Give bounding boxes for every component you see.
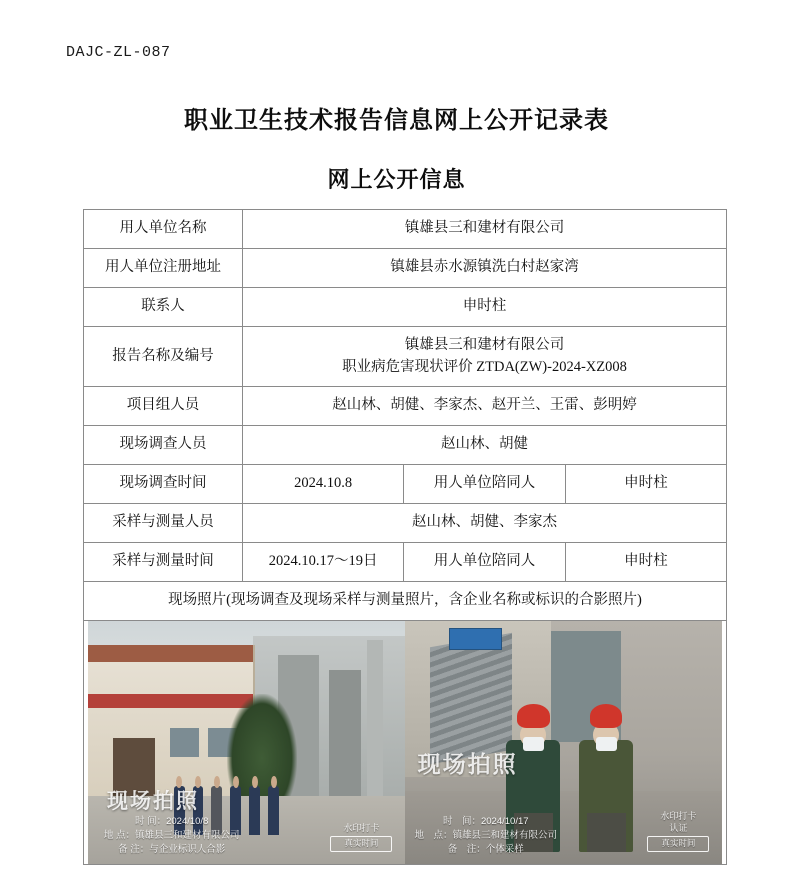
watermark-time-left: 时 间：2024/10/8 xyxy=(134,816,209,828)
row-value: 赵山林、胡健、李家杰、赵开兰、王雷、彭明婷 xyxy=(243,387,727,426)
watermark-badge-sub-left: 真实时间 xyxy=(330,836,392,851)
row-label: 项目组人员 xyxy=(84,387,243,426)
photos-cell xyxy=(84,621,727,865)
photo-roof xyxy=(88,645,253,662)
report-name-line: 镇雄县三和建材有限公司 xyxy=(404,336,565,353)
row-value: 镇雄县三和建材有限公司 xyxy=(243,210,727,249)
watermark-badge-right xyxy=(647,810,709,852)
row-label: 用人单位注册地址 xyxy=(84,249,243,288)
row-label: 采样与测量时间 xyxy=(84,543,243,582)
safety-helmet-icon xyxy=(590,704,622,728)
page-title: 职业卫生技术报告信息网上公开记录表 xyxy=(184,108,609,134)
safety-helmet-icon xyxy=(517,704,549,728)
row-label: 报告名称及编号 xyxy=(84,327,243,387)
photos-row xyxy=(84,621,727,865)
table-row xyxy=(84,249,727,288)
row-label: 联系人 xyxy=(84,288,243,327)
photo-worker xyxy=(579,701,633,852)
watermark-badge-sub-right: 真实时间 xyxy=(647,836,709,851)
row-value: 赵山林、胡健、李家杰 xyxy=(243,504,727,543)
row-label-secondary: 用人单位陪同人 xyxy=(404,465,565,504)
row-value: 2024.10.8 xyxy=(243,465,404,504)
row-label: 现场调查时间 xyxy=(84,465,243,504)
table-row xyxy=(84,210,727,249)
watermark-badge-title-right: 水印打卡 xyxy=(660,811,697,822)
row-label: 采样与测量人员 xyxy=(84,504,243,543)
photo-caption: 现场照片(现场调查及现场采样与测量照片，含企业名称或标识的合影照片) xyxy=(84,582,727,621)
table-row xyxy=(84,288,727,327)
photo-chimney xyxy=(367,640,383,796)
table-row xyxy=(84,543,727,582)
watermark-badge-left xyxy=(330,822,392,852)
watermark-place-left: 地 点：镇雄县三和建材有限公司 xyxy=(103,830,240,842)
info-table xyxy=(83,209,727,865)
row-label: 现场调查人员 xyxy=(84,426,243,465)
table-row xyxy=(84,426,727,465)
watermark-note-left: 备 注：与企业标识人合影 xyxy=(118,843,226,855)
table-row xyxy=(84,465,727,504)
watermark-time-right: 时 间：2024/10/17 xyxy=(442,816,529,828)
page-subtitle: 网上公开信息 xyxy=(327,167,466,192)
photo-window xyxy=(170,728,199,757)
watermark-badge-title-left: 水印打卡 xyxy=(343,823,380,834)
watermark-title-left: 现场拍照 xyxy=(107,790,200,814)
watermark-place-right: 地 点：镇雄县三和建材有限公司 xyxy=(414,830,558,842)
table-row xyxy=(84,504,727,543)
watermark-title-right: 现场拍照 xyxy=(417,750,518,777)
watermark-note-right: 备 注：个体采样 xyxy=(447,843,524,855)
row-label-secondary: 用人单位陪同人 xyxy=(404,543,565,582)
photo-gallery xyxy=(88,621,722,864)
document-code: DAJC-ZL-087 xyxy=(66,44,171,61)
watermark-details-right xyxy=(415,815,558,856)
report-number-line: 职业病危害现状评价 ZTDA(ZW)-2024-XZ008 xyxy=(342,358,627,375)
photo-blue-sign xyxy=(449,628,502,649)
row-value: 申时柱 xyxy=(243,288,727,327)
photo-caption-row xyxy=(84,582,727,621)
photo-silo-secondary xyxy=(329,670,361,796)
table-row xyxy=(84,327,727,387)
row-value xyxy=(243,327,727,387)
row-label: 用人单位名称 xyxy=(84,210,243,249)
watermark-details-left xyxy=(104,815,240,856)
row-value: 赵山林、胡健 xyxy=(243,426,727,465)
personal-sampling-photo xyxy=(405,621,722,864)
photo-stairs xyxy=(430,633,512,764)
table-row xyxy=(84,387,727,426)
site-survey-photo xyxy=(88,621,405,864)
row-value: 镇雄县赤水源镇洗白村赵家湾 xyxy=(243,249,727,288)
row-value-secondary: 申时柱 xyxy=(565,543,726,582)
row-value: 2024.10.17～19日 xyxy=(243,543,404,582)
watermark-badge-line2-right: 认证 xyxy=(669,823,688,834)
row-value-secondary: 申时柱 xyxy=(565,465,726,504)
